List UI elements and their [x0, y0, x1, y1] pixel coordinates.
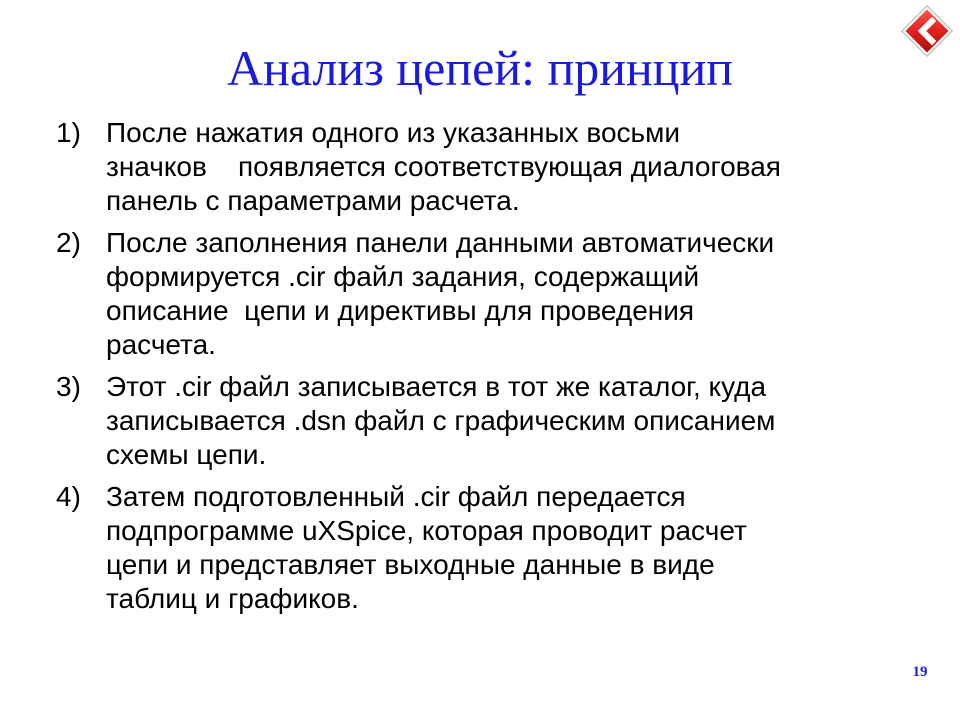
- list-item-text: [106, 480, 936, 616]
- text-line: расчета.: [106, 329, 216, 360]
- list-item-number: 4): [56, 481, 81, 512]
- list-item-text: [106, 370, 936, 472]
- list-item: [56, 226, 936, 362]
- list-item: [56, 370, 936, 472]
- text-line: панель с параметрами расчета.: [106, 185, 520, 216]
- list-item-number: 1): [56, 117, 81, 148]
- text-line: После заполнения панели данными автоматически: [106, 227, 775, 258]
- list-item-number: 2): [56, 227, 81, 258]
- page-number: 19: [912, 664, 928, 680]
- text-line: После нажатия одного из указанных восьми: [106, 117, 681, 148]
- text-line: таблиц и графиков.: [106, 583, 359, 614]
- list-item-number: 3): [56, 371, 81, 402]
- list-item: [56, 116, 936, 218]
- slide-title: Анализ цепей: принцип: [226, 40, 734, 96]
- text-line: схемы цепи.: [106, 439, 267, 470]
- list-item-text: [106, 226, 936, 362]
- numbered-list: [56, 116, 936, 624]
- text-line: Этот .cir файл записывается в тот же каталог, куда: [106, 371, 767, 402]
- text-line: формируется .cir файл задания, содержащий: [106, 261, 700, 292]
- text-line: описание цепи и директивы для проведения: [106, 295, 695, 326]
- text-line: подпрограмме uXSpice, которая проводит расчет: [106, 515, 747, 546]
- list-item-text: [106, 116, 936, 218]
- text-line: цепи и представляет выходные данные в виде: [106, 549, 715, 580]
- text-line: записывается .dsn файл с графическим описанием: [106, 405, 776, 436]
- list-item: [56, 480, 936, 616]
- text-line: значков появляется соответствующая диалоговая: [106, 151, 781, 182]
- text-line: Затем подготовленный .cir файл передается: [106, 481, 686, 512]
